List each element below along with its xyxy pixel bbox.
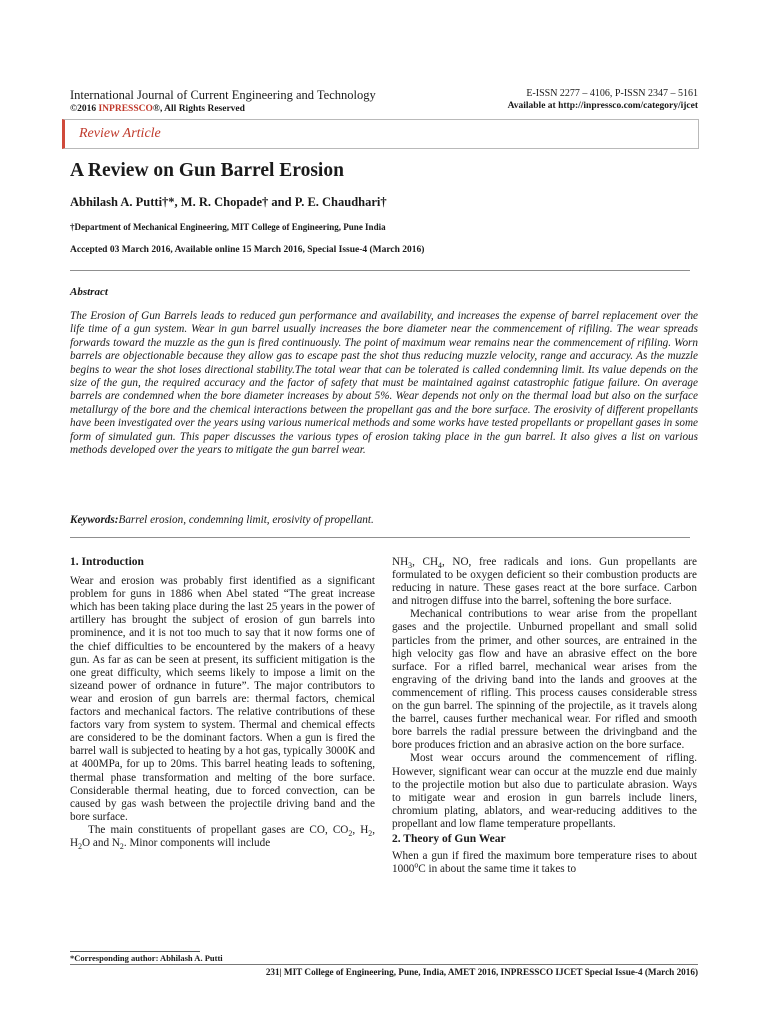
availability-line: Available at http://inpressco.com/category/ijcet <box>507 101 698 111</box>
issn-line: E-ISSN 2277 – 4106, P-ISSN 2347 – 5161 <box>526 88 698 99</box>
divider-top <box>70 270 690 271</box>
gas-paragraph: $NH_3$, $CH_4$, NO, free radicals and ions. Gun propellants are formulated to be oxygen deficient so their combustion products are reducing in nature. These gases react at the bore surface. Carbon and nitrogen diffuse into the barrel, softening the bore surface. <box>392 556 697 608</box>
section-heading-introduction: 1. Introduction <box>70 556 144 568</box>
journal-name: International Journal of Current Engineering and Technology <box>70 88 376 102</box>
journal-meta <box>508 88 698 111</box>
right-column <box>392 556 697 876</box>
abstract-text: The Erosion of Gun Barrels leads to reduced gun performance and availability, and increases the expense of barrel replacement over the life time of a gun system. Wear in gun barrel usually increases the bore diameter near the commencement of rifiling. The wear spreads forwards toward the muzzle as the gun is fired continuously. The point of maximum wear remains near the commencement of rifiling. Worn barrels are objectionable because they allow gas to escape past the shot thus reducing muzzle velocity, range and accuracy. As the muzzle begins to wear the shot loses directional stability.The total wear that can be tolerated is called condemning limit. Its value depends on the size of the gun, the required accuracy and the factor of safety that must be maintained against catastrophic fatigue failure. On average barrels are condemned when the bore diameter increases by about 5%. Wear depends not only on the thermal load but also on the surface metallurgy of the bore and the chemical interactions between the propellant gas and the bore surface. The erosivity of different propellants have been investigated over the years using various numerical methods and some works have tested propellants or propellant gases in some form of simulated gun. This paper discusses the various types of erosion taking place in the gun barrel. It also gives a list on various methods developed over the years to mitigate the gun barrel wear. <box>70 310 698 457</box>
intro-paragraph-2: The main constituents of propellant gases are CO, $CO_2$, $H_2$, $H_2O$ and $N_2$. Minor components will include <box>70 823 375 852</box>
divider-bottom <box>70 537 690 538</box>
publisher-name: INPRESSCO <box>98 104 153 114</box>
intro-paragraph-1: Wear and erosion was probably first identified as a significant problem for guns in 1886 when Abel stated “The great increase which has been taking place during the last 25 years in the power of artillery has brought the subject of erosion of gun barrels into prominence, and it is not too much to say that it now forms one of the chief difficulties to be encountered by the makers of a heavy gun. As far as can be seen at present, its sufficient mitigation is the one great difficulty, which seems likely to impose a limit on the sizeand power of ordnance in future”. The major contributors to wear and erosion of gun barrels are: thermal factors, chemical factors and mechanical factors. The relative contributions of these factors vary from system to system. Thermal and chemical effects are considered to be the dominant factors. When a gun is fired the barrel wall is subjected to heating by a hot gas, typically 3000K and at 400MPa, for up to 20ms. This barrel heating leads to softening, thermal phase transformation and melting of the bore surface. Considerable thermal heating, due to forced convection, can be caused by gas wash between the projectile driving band and the bore surface. <box>70 575 375 823</box>
journal-header <box>70 88 376 114</box>
article-type-box <box>62 119 699 149</box>
keywords-line <box>70 514 374 526</box>
copyright-suffix: ®, All Rights Reserved <box>152 104 245 114</box>
keywords-text: Barrel erosion, condemning limit, erosivity of propellant. <box>118 514 374 526</box>
theory-paragraph: When a gun if fired the maximum bore temperature rises to about 1000$^o$C in about the same time it takes to <box>392 850 697 876</box>
corresponding-author: *Corresponding author: Abhilash A. Putti <box>70 953 223 963</box>
footnote-rule <box>70 951 200 952</box>
article-title: A Review on Gun Barrel Erosion <box>70 160 344 181</box>
wear-paragraph: Most wear occurs around the commencement of rifling. However, significant wear can occur at the muzzle end due mainly to the projectile motion but also due to particulate abrasion. Ways to mitigate wear and erosion in gun barrels include liners, chromium plating, ablators, and wear-reducing additives to the propellant and low flame temperature propellants. <box>392 752 697 830</box>
abstract-heading: Abstract <box>70 286 108 298</box>
section-heading-theory: 2. Theory of Gun Wear <box>392 832 506 845</box>
mechanical-paragraph: Mechanical contributions to wear arise from the propellant gases and the projectile. Unburned propellant and small solid particles from the primer, and other sources, are entrained in the high velocity gas flow and have an abrasive effect on the bore surface. For a rifled barrel, mechanical wear arises from the engraving of the driving band into the lands and grooves at the commencement of rifling. This process causes considerable stress on the gun barrel. The spinning of the projectile, as it travels along the barrel, causes further mechanical wear. For rifled and smooth bore barrels the radial pressure between the drivingband and the bore produces friction and an abrasive action on the bore surface. <box>392 608 697 752</box>
affiliation: †Department of Mechanical Engineering, MIT College of Engineering, Pune India <box>70 222 386 232</box>
author-list: Abhilash A. Putti†*, M. R. Chopade† and P. E. Chaudhari† <box>70 195 387 209</box>
footer-rule <box>70 964 698 965</box>
publication-dates: Accepted 03 March 2016, Available online 15 March 2016, Special Issue-4 (March 2016) <box>70 245 425 255</box>
page-footer: 231| MIT College of Engineering, Pune, India, AMET 2016, INPRESSCO IJCET Special Issue-4 (March 2016) <box>265 967 698 977</box>
copyright-prefix: ©2016 <box>70 104 99 114</box>
article-type: Review Article <box>79 126 161 141</box>
keywords-label: Keywords: <box>70 514 119 526</box>
copyright-line <box>70 104 376 114</box>
left-column <box>70 556 375 850</box>
